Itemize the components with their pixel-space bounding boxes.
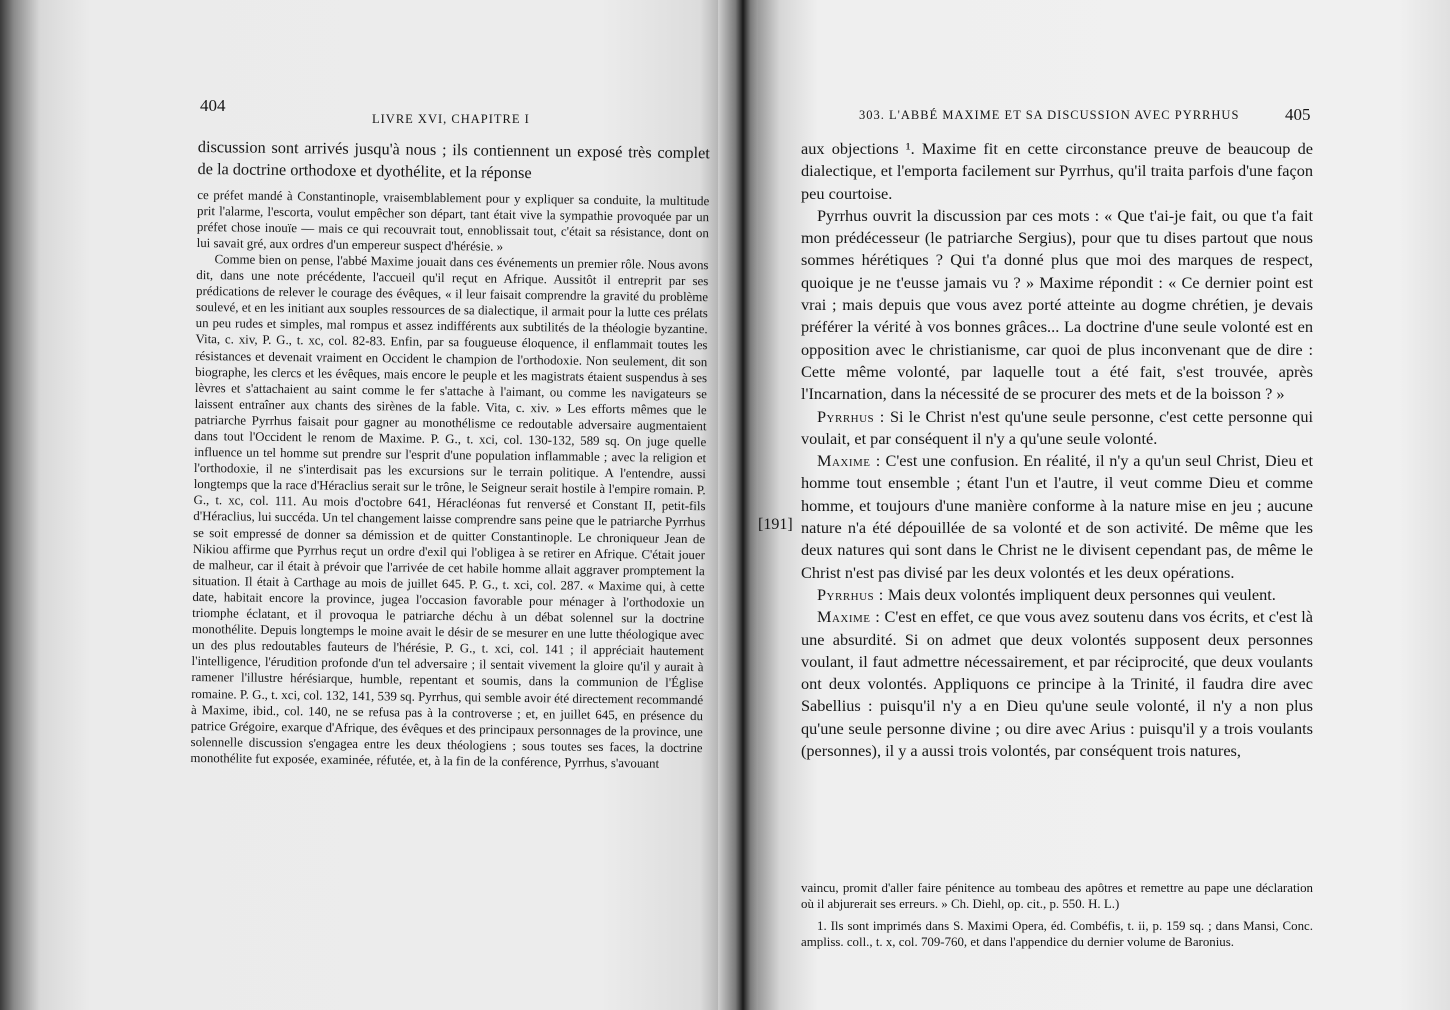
speech: Mais deux volontés impliquent deux personnes qui veulent. [887, 584, 1276, 604]
dialogue-line [801, 606, 1313, 762]
left-text-block [190, 136, 710, 772]
speech: C'est une confusion. En réalité, il n'y a qu'un seul Christ, Dieu et homme tout ensemble ; étant l'un et l'autre, il veut comme Dieu et comme homme, et toujours d'une manière conforme à la nature mise en jeu ; aucune nature n'a été dépouillée de sa volonté et de son activité. De même que les deux natures qui sont dans le Christ ne le divisent cependant pas, de même le Christ n'est pas divisé par les deux volontés et les deux opérations. [801, 451, 1313, 582]
right-page-number: 405 [1285, 105, 1311, 124]
paragraph: aux objections ¹. Maxime fit en cette circonstance preuve de beaucoup de dialectique, et l'emporta facilement sur Pyrrhus, qu'il traita parfois d'une façon peu courtoise. [801, 139, 1313, 203]
left-running-head: LIVRE XVI, CHAPITRE I [372, 112, 530, 126]
speaker: Maxime : [817, 607, 881, 627]
footnote-1: 1. Ils sont imprimés dans S. Maximi Opera, éd. Combéfis, t. ii, p. 159 sq. ; dans Mansi, Conc. ampliss. coll., t. x, col. 709-760, et dans l'appendice du dernier volume de Baronius. [801, 919, 1313, 950]
footnote-continuation: vaincu, promit d'aller faire pénitence au tombeau des apôtres et remettre au pape une déclaration où il abjurerait ses erreurs. » Ch. Diehl, op. cit., p. 550. H. L.) [801, 881, 1313, 912]
left-footnote-paragraph-1: ce préfet mandé à Constantinople, vraisemblablement pour y expliquer sa conduite, la multitude prit l'alarme, l'escorta, voulut empêcher son départ, tant était vive la sympathie provoquée par un préfet chose inouïe — mais ce qui recouvrait tout, ennoblissait tout, c'était sa résistance, dont on lui savait gré, aux ordres d'un empereur suspect d'hérésie. » [196, 187, 710, 254]
right-text-block [801, 138, 1313, 762]
left-footnote-paragraph-2: Comme bien on pense, l'abbé Maxime jouait dans ces événements un premier rôle. Nous avons dit, dans une note précédente, l'accueil qu'il reçut en Afrique. Aussitôt il entreprit par ses prédications de relever le courage des évêques, « il leur faisait comprendre la gravité du problème soulevé, et en les initiant aux souples ressources de sa dialectique, il armait pour la lutte ces prélats un peu rudes et simples, mal rompus et assez indifférents aux subtilités de la théologie byzantine. Vita, c. xiv, P. G., t. xc, col. 82-83. Enfin, par sa fougueuse éloquence, il enflammait toutes les résistances et devenait vraiment en Occident le champion de l'orthodoxie. Non seulement, dit son biographe, les clercs et les évêques, mais encore le peuple et les magistrats étaient suspendus à ses lèvres et s'attachaient au saint comme le fer s'attache à l'aimant, ou comme les navigateurs se laissent entraîner aux chants des sirènes de la fable. Vita, c. xiv. » Les efforts mêmes que le patriarche Pyrrhus faisait pour gagner au monothélisme ce redoutable adversaire augmentaient dans tout l'Occident le renom de Maxime. P. G., t. xci, col. 130-132, 589 sq. On juge quelle influence un tel homme sut prendre sur l'esprit d'une population inflammable ; avec la religion et l'orthodoxie, il ne s'interdisait pas les excursions sur le terrain politique. A l'entendre, aussi longtemps que la race d'Héraclius serait sur le trône, le Seigneur serait hostile à l'empire romain. P. G., t. xc, col. 111. Au mois d'octobre 641, Héracléonas fut renversé et Constant II, petit-fils d'Héraclius, lui succéda. Un tel changement laisse comprendre sans peine que le patriarche Pyrrhus se soit empressé de donner sa démission et de quitter Constantinople. Le chroniqueur Jean de Nikiou affirme que Pyrrhus reçut un ordre d'exil qui l'obligea à se retirer en Afrique. C'était jouer de malheur, car il était à prévoir que l'arrivée de cet habile homme allait aggraver promptement la situation. Il était à Carthage au mois de juillet 645. P. G., t. xci, col. 287. « Maxime qui, à cette date, habitait encore la province, jugea l'occasion favorable pour ménager à l'orthodoxie un triomphe éclatant, et il provoqua le patriarche déchu à un débat solennel sur la doctrine monothélite. Depuis longtemps le moine avait le désir de se mesurer en une lutte théologique avec un des plus redoutables fauteurs de l'hérésie, P. G., t. xci, col. 141 ; il appréciait hautement l'intelligence, l'érudition profonde d'un tel adversaire ; il sentait vivement la gloire qu'il y aurait à ramener l'illustre hérésiarque, humble, repentant et soumis, dans la communion de l'Église romaine. P. G., t. xci, col. 132, 141, 539 sq. Pyrrhus, qui semble avoir été directement recommandé à Maxime, ibid., col. 140, ne se refusa pas à la controverse ; et, en juillet 645, en présence du patrice Grégoire, exarque d'Afrique, des évêques et des principaux personnages de la province, une solennelle discussion s'engagea entre les deux théologiens ; sous toutes ses faces, la doctrine monothélite fut exposée, examinée, réfutée, et, à la fin de la conférence, Pyrrhus, s'avouant [190, 252, 709, 771]
dialogue-line [801, 584, 1313, 606]
speech: C'est en effet, ce que vous avez soutenu dans vos écrits, et c'est là une absurdité. Si on admet que deux volontés supposent deux personnes voulant, il faut admettre nécessairement, et par réciprocité, que deux voulants ont deux volontés. Appliquons ce principe à la Trinité, il faudra dire avec Sabellius : puisqu'il n'y a en Dieu qu'une seule volonté, il n'y a non plus qu'une seule personne divine ; ou dire avec Arius : puisqu'il y a trois voulants (personnes), il y a aussi trois volontés, par conséquent trois natures, [801, 607, 1313, 761]
margin-number: [191] [758, 516, 793, 533]
footnotes [801, 880, 1313, 950]
right-running-head: 303. L'ABBÉ MAXIME ET SA DISCUSSION AVEC PYRRHUS [859, 108, 1240, 122]
speaker: Maxime : [817, 451, 881, 471]
dialogue-line [801, 406, 1313, 451]
speaker: Pyrrhus : [817, 584, 884, 604]
speaker: Pyrrhus : [817, 406, 885, 426]
left-main-text: discussion sont arrivés jusqu'à nous ; ils contiennent un exposé très complet de la doctrine orthodoxe et dyothélite, et la réponse [197, 136, 710, 183]
paragraph: Pyrrhus ouvrit la discussion par ces mots : « Que t'ai-je fait, ou que t'a fait mon prédécesseur (le patriarche Sergius), pour que tu dises partout que nous sommes hérétiques ? Qui t'a donné plus que moi des marques de respect, quoique je ne t'eusse jamais vu ? » Maxime répondit : « Ce dernier point est vrai ; mais depuis que vous avez porté atteinte au dogme chrétien, je devais préférer la vérité à vos bonnes grâces... La doctrine d'une seule volonté est en opposition avec le christianisme, car quoi de plus inconvenant que de dire : Cette même volonté, par laquelle tout a été fait, s'est trouvée, après l'Incarnation, dans la nécessité de se procurer des mets et de la boisson ? » [801, 205, 1313, 404]
speech: Si le Christ n'est qu'une seule personne, c'est cette personne qui voulait, et par conséquent il n'y a qu'une seule volonté. [801, 406, 1313, 448]
right-page [758, 0, 1450, 1010]
left-page-number: 404 [200, 96, 226, 115]
dialogue-line [801, 450, 1313, 584]
